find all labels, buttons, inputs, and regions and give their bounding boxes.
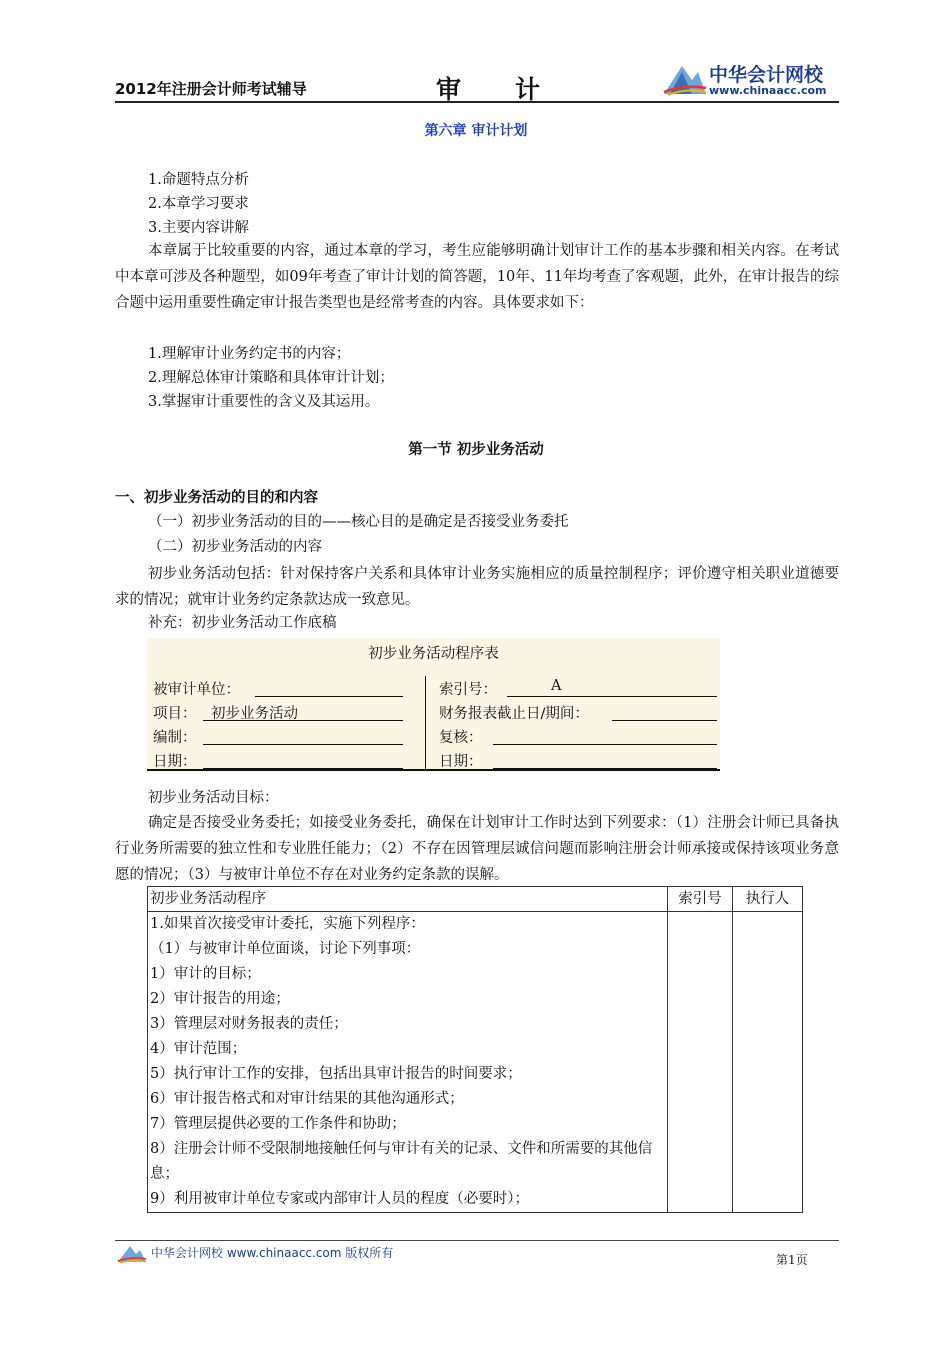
table-header-index: 索引号	[668, 887, 733, 912]
form-title: 初步业务活动程序表	[368, 646, 499, 662]
section-title: 第一节 初步业务活动	[408, 442, 544, 458]
table-header-procedure: 初步业务活动程序	[148, 887, 668, 912]
form-bottom-border	[147, 769, 720, 771]
procedure-item: 2）审计报告的用途；	[150, 991, 290, 1007]
intro-item: 2.本章学习要求	[148, 196, 249, 212]
table-header-row	[148, 887, 803, 912]
header-subject-title: 审计	[436, 75, 595, 104]
form-label-date: 日期：	[153, 754, 197, 770]
content-paragraph: 初步业务活动包括：针对保持客户关系和具体审计业务实施相应的质量控制程序；评价遵守相关职业道德要求的情况；就审计业务约定条款达成一致意见。	[115, 566, 839, 608]
procedure-item: 3）管理层对财务报表的责任；	[150, 1016, 348, 1032]
form-label-prepared: 编制：	[153, 730, 197, 746]
goal-label: 初步业务活动目标：	[148, 790, 279, 806]
sub-item: （一）初步业务活动的目的——核心目的是确定是否接受业务委托	[148, 514, 569, 530]
intro-item: 1.命题特点分析	[148, 172, 249, 188]
form-label-review-date: 日期：	[439, 754, 483, 770]
form-value-project: 初步业务活动	[211, 706, 298, 722]
working-paper-form	[147, 638, 720, 772]
table-row	[148, 912, 803, 1213]
header-left-title: 2012年注册会计师考试辅导	[115, 80, 307, 98]
form-line	[203, 744, 403, 745]
logo-url-text: www.chinaacc.com	[709, 84, 827, 97]
procedure-item: 8）注册会计师不受限制地接触任何与审计有关的记录、文件和所需要的其他信息；	[150, 1141, 653, 1182]
form-line	[612, 720, 717, 721]
procedure-list-cell	[148, 912, 668, 1213]
procedure-item: （1）与被审计单位面谈，讨论下列事项：	[150, 941, 421, 957]
header-logo	[662, 58, 842, 100]
procedure-item: 1）审计的目标；	[150, 966, 261, 982]
index-cell	[668, 912, 733, 1213]
requirement-item: 2.理解总体审计策略和具体审计计划；	[148, 370, 394, 386]
procedure-item: 1.如果首次接受审计委托，实施下列程序：	[150, 916, 425, 932]
supplement-label: 补充：初步业务活动工作底稿	[148, 615, 337, 631]
sub-heading: 一、初步业务活动的目的和内容	[115, 490, 318, 506]
form-line	[507, 696, 717, 697]
footer-divider	[115, 1240, 839, 1241]
procedure-table	[147, 886, 803, 1213]
executor-cell	[733, 912, 803, 1213]
form-line	[493, 744, 717, 745]
form-value-index: A	[551, 678, 562, 694]
form-label-review: 复核：	[439, 730, 483, 746]
header-divider	[115, 101, 839, 103]
footer-copyright: 中华会计网校 www.chinaacc.com 版权所有	[151, 1246, 394, 1260]
logo-mountain-icon	[662, 58, 708, 98]
procedure-item: 6）审计报告格式和对审计结果的其他沟通形式；	[150, 1091, 464, 1107]
chapter-title: 第六章 审计计划	[424, 123, 528, 139]
procedure-item: 5）执行审计工作的安排，包括出具审计报告的时间要求；	[150, 1066, 522, 1082]
goal-paragraph: 确定是否接受业务委托；如接受业务委托，确保在计划审计工作时达到下列要求：（1）注册会计师已具备执行业务所需要的独立性和专业胜任能力；（2）不存在因管理层诚信问题而影响注册会计师承接或保持该项业务意愿的情况；（3）与被审计单位不存在对业务约定条款的误解。	[115, 815, 839, 883]
logo-chinese-text: 中华会计网校	[709, 64, 824, 86]
form-label-entity: 被审计单位：	[153, 682, 240, 698]
form-divider	[425, 676, 426, 770]
procedure-item: 4）审计范围；	[150, 1041, 247, 1057]
requirement-item: 1.理解审计业务约定书的内容；	[148, 346, 351, 362]
table-header-executor: 执行人	[733, 887, 803, 912]
form-label-index: 索引号：	[439, 682, 497, 698]
procedure-item: 9）利用被审计单位专家或内部审计人员的程度（必要时）；	[150, 1191, 529, 1207]
intro-paragraph: 本章属于比较重要的内容，通过本章的学习，考生应能够明确计划审计工作的基本步骤和相关内容。在考试中本章可涉及各种题型，如09年考查了审计计划的简答题，10年、11年均考查了客观题，此外，在审计报告的综合题中运用重要性确定审计报告类型也是经常考查的内容。具体要求如下：	[115, 243, 839, 311]
form-label-period: 财务报表截止日/期间：	[439, 706, 589, 722]
procedure-item: 7）管理层提供必要的工作条件和协助；	[150, 1116, 406, 1132]
form-label-project: 项目：	[153, 706, 197, 722]
sub-item: （二）初步业务活动的内容	[148, 539, 322, 555]
form-line	[203, 720, 403, 721]
requirement-item: 3.掌握审计重要性的含义及其运用。	[148, 394, 380, 410]
intro-item: 3.主要内容讲解	[148, 220, 249, 236]
footer-page-number: 第1页	[776, 1253, 808, 1267]
form-line	[255, 696, 403, 697]
footer-logo-icon	[117, 1242, 147, 1264]
